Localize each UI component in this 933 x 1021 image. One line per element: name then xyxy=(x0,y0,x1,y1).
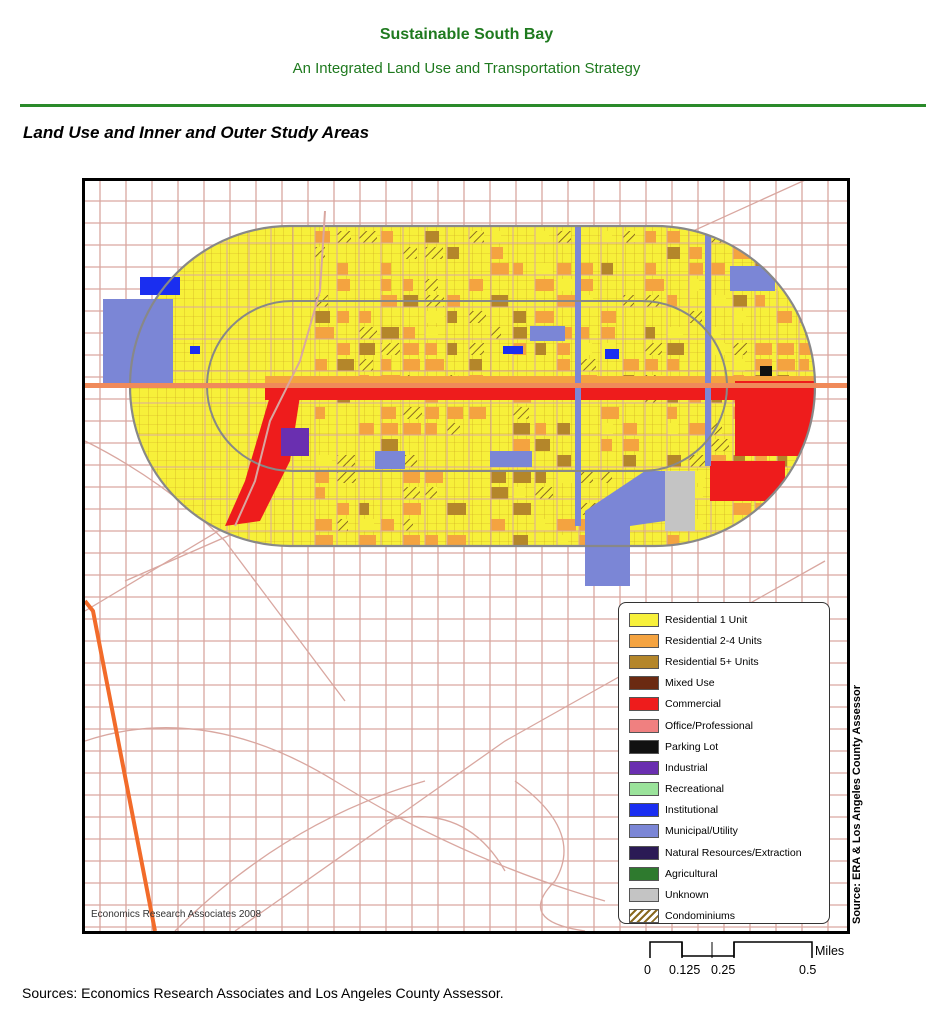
map-credit: Economics Research Associates 2008 xyxy=(91,909,262,920)
legend-swatch xyxy=(629,655,659,669)
legend-swatch xyxy=(629,719,659,733)
header-subtitle: An Integrated Land Use and Transportation Strategy xyxy=(292,60,641,77)
legend-label: Residential 1 Unit xyxy=(665,613,748,626)
legend-swatch xyxy=(629,909,659,923)
legend-swatch xyxy=(629,824,659,838)
footer-sources: Sources: Economics Research Associates and Los Angeles County Assessor. xyxy=(22,985,504,1001)
legend-swatch xyxy=(629,867,659,881)
legend-item xyxy=(629,757,823,778)
legend-label: Industrial xyxy=(665,761,708,774)
legend-item xyxy=(629,715,823,736)
main-boulevard xyxy=(85,383,847,388)
legend-label: Recreational xyxy=(665,783,724,796)
scale-bar xyxy=(640,938,820,962)
legend-label: Residential 2-4 Units xyxy=(665,634,762,647)
header-title: Sustainable South Bay xyxy=(379,26,554,43)
legend-label: Natural Resources/Extraction xyxy=(665,846,802,859)
legend-item xyxy=(629,821,823,842)
legend-item xyxy=(629,863,823,884)
legend-swatch xyxy=(629,761,659,775)
legend-label: Institutional xyxy=(665,804,719,817)
municipal-block-west xyxy=(103,299,173,384)
scale-unit: Miles xyxy=(815,944,845,958)
legend-swatch xyxy=(629,613,659,627)
legend-swatch xyxy=(629,846,659,860)
legend-item xyxy=(629,694,823,715)
scale-label-0125: 0.125 xyxy=(669,963,701,977)
map-legend xyxy=(618,602,830,924)
legend-label: Mixed Use xyxy=(665,677,715,690)
legend-item xyxy=(629,630,823,651)
section-title: Land Use and Inner and Outer Study Areas xyxy=(23,123,370,142)
vertical-source-label: Source: ERA & Los Angeles County Assessor xyxy=(851,685,863,924)
legend-item xyxy=(629,906,823,927)
legend-swatch xyxy=(629,782,659,796)
legend-item xyxy=(629,673,823,694)
legend-label: Office/Professional xyxy=(665,719,753,732)
legend-item xyxy=(629,609,823,630)
legend-item xyxy=(629,736,823,757)
legend-swatch xyxy=(629,676,659,690)
legend-swatch xyxy=(629,888,659,902)
legend-label: Commercial xyxy=(665,698,722,711)
legend-item xyxy=(629,884,823,905)
header-rule xyxy=(20,104,926,107)
legend-item xyxy=(629,842,823,863)
legend-label: Municipal/Utility xyxy=(665,825,738,838)
legend-label: Unknown xyxy=(665,889,709,902)
scale-label-0: 0 xyxy=(644,963,651,977)
legend-swatch xyxy=(629,697,659,711)
freeway xyxy=(85,601,155,931)
legend-label: Agricultural xyxy=(665,867,718,880)
legend-item xyxy=(629,800,823,821)
legend-label: Parking Lot xyxy=(665,740,719,753)
legend-item xyxy=(629,779,823,800)
scale-label-05: 0.5 xyxy=(799,963,817,977)
legend-swatch xyxy=(629,803,659,817)
legend-swatch xyxy=(629,740,659,754)
land-use-map xyxy=(82,178,850,934)
legend-swatch xyxy=(629,634,659,648)
legend-item xyxy=(629,651,823,672)
scale-label-025: 0.25 xyxy=(711,963,736,977)
legend-label: Condominiums xyxy=(665,910,736,923)
legend-label: Residential 5+ Units xyxy=(665,655,759,668)
